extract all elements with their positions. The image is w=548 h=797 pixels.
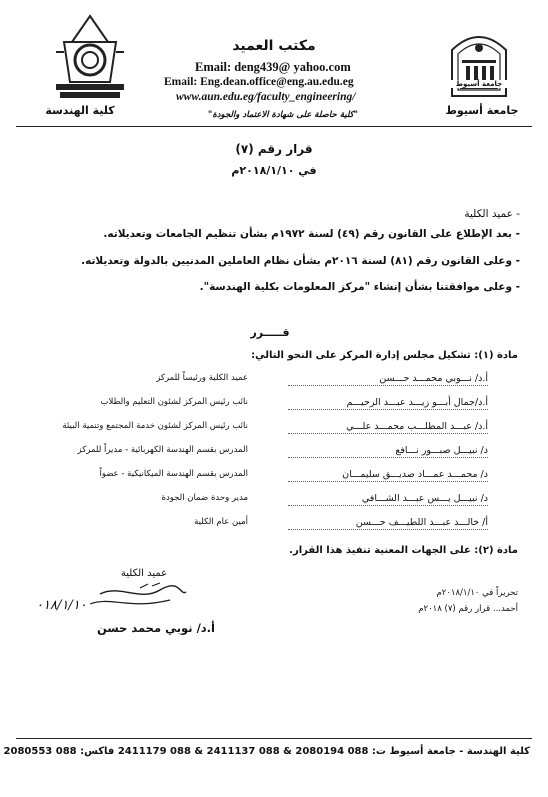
preamble-line-1: - بعد الإطلاع على القانون رقم (٤٩) لسنة ١٩٧٢م بشأن تنظيم الجامعات وتعديلاته. [103, 228, 520, 240]
faculty-name: كلية الهندسة [45, 104, 115, 117]
handwritten-date: ٠١٨/١/١٠ [36, 598, 87, 613]
decision-date: في ٢٠١٨/١/١٠م [231, 164, 317, 177]
member-name: أ.د/جمال أبـــو زيـــد عبـــد الرحيـــم [288, 397, 488, 410]
member-role: عميد الكلية ورئيساً للمركز [156, 373, 248, 383]
signature-title: عميد الكلية [120, 568, 168, 579]
accreditation-note: "كلية حاصلة على شهادة الاعتماد والجودة" [207, 110, 359, 120]
footer-contact: كلية الهندسة - جامعة أسيوط ت: 088 2080194 & 088 2411137 & 088 2411179 فاكس: 088 2080553 [3, 746, 530, 757]
header-divider [16, 126, 532, 127]
member-role: نائب رئيس المركز لشئون خدمة المجتمع وتنمية البيئة [62, 421, 248, 431]
dean-line: - عميد الكلية [464, 208, 520, 220]
member-name: أ/ خالـــد عبـــد اللطيـــف حـــسن [288, 517, 488, 530]
signature-name: أ.د/ نوبي محمد حسن [96, 621, 215, 635]
member-role: المدرس بقسم الهندسة الكهربائية - مديراً للمركز [77, 445, 248, 455]
article-2: مادة (٢): على الجهات المعنية تنفيذ هذا القرار. [289, 545, 518, 556]
member-name: د/ محمـــد عمـــاد صديـــق سليمـــان [288, 469, 488, 482]
footer-divider [16, 738, 532, 739]
office-title: مكتب العميد [232, 38, 316, 54]
email-2: Email: Eng.dean.office@eng.au.edu.eg [164, 76, 354, 88]
member-role: المدرس بقسم الهندسة الميكانيكية - عضواً [99, 469, 248, 479]
issued-note: تحريراً في ٢٠١٨/١/١٠م [436, 588, 518, 598]
university-name: جامعة أسيوط [445, 104, 519, 117]
article-1: مادة (١): تشكيل مجلس إدارة المركز على النحو التالي: [251, 350, 518, 361]
member-role: مدير وحدة ضمان الجودة [161, 493, 248, 503]
member-name: د/ نبيـــل صبـــور نـــافع [288, 445, 488, 458]
preamble-line-3: - وعلى موافقتنا بشأن إنشاء "مركز المعلومات بكلية الهندسة". [199, 281, 520, 293]
decision-title: قرار رقم (٧) [235, 142, 313, 156]
decides-heading: قـــــرر [250, 326, 290, 339]
email-1: Email: deng439@ yahoo.com [195, 60, 351, 74]
member-name: د/ نبيـــل يـــس عبـــد الشـــافي [288, 493, 488, 506]
faculty-logo [50, 12, 130, 104]
university-logo-text: جامعة أسيوط [448, 80, 510, 88]
reference-note: أحمد... قرار رقم (٧) ٢٠١٨م [418, 604, 518, 614]
member-role: نائب رئيس المركز لشئون التعليم والطلاب [100, 397, 248, 407]
member-name: أ.د/ عبـــد المطلـــب محمـــد علـــي [288, 421, 488, 434]
member-name: أ.د/ نـــوبي محمـــد حـــسن [288, 373, 488, 386]
website: www.aun.edu.eg/faculty_engineering/ [176, 91, 356, 103]
member-role: أمين عام الكلية [194, 517, 248, 527]
preamble-line-2: - وعلى القانون رقم (٨١) لسنة ٢٠١٦م بشأن نظام العاملين المدنيين بالدولة وتعديلاته. [81, 255, 520, 267]
